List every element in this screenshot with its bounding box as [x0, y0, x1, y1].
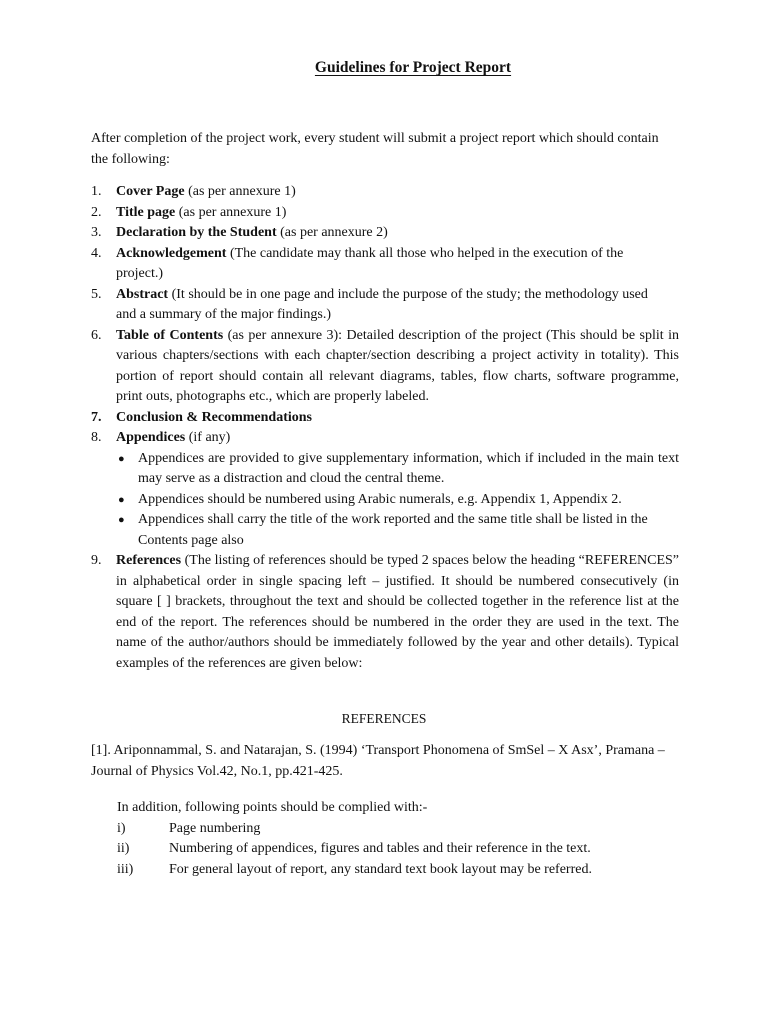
- list-item: 1. Cover Page (as per annexure 1): [91, 184, 296, 199]
- bullet-item: ● Appendices should be numbered using Arabic numerals, e.g. Appendix 1, Appendix 2.: [138, 490, 679, 511]
- contents-list: [91, 182, 679, 674]
- list-item: 4. Acknowledgement (The candidate may thank all those who helped in the execution of the project.): [91, 245, 624, 281]
- page-title: Guidelines for Project Report: [314, 59, 512, 76]
- list-item: i) Page numbering: [117, 820, 261, 836]
- list-item: ii) Numbering of appendices, figures and tables and their reference in the text.: [117, 841, 591, 856]
- bullet-item: ● Appendices are provided to give supplementary information, which if included in the main text may serve as a distraction and cloud the central theme.: [118, 450, 679, 486]
- bullet-item: ● Appendices shall carry the title of the work reported and the same title shall be listed in the Contents page also: [118, 512, 648, 548]
- list-item: 6. Table of Contents (as per annexure 3): Detailed description of the project (This should be split in various chapters/sections with each chapter/section describing a project activity in totality). This portion of report should contain all relevant diagrams, tables, flow charts, software programme, print outs, photographs etc., which are properly labeled.: [91, 327, 679, 404]
- list-item: iii) For general layout of report, any standard text book layout may be referred.: [117, 861, 592, 877]
- list-item: 8. Appendices (if any) ● Appendices are provided to give supplementary information, which if included in the main text may serve as a distraction and cloud the central theme. ● Appendices should be numbered using Arabic numerals, e.g. Appendix 1, Appendix 2. ● Appendices shall carry the title of the work reported and the same title shall be listed in the Contents page also: [91, 428, 679, 551]
- intro-paragraph: After completion of the project work, every student will submit a project report which should contain the following:: [91, 131, 659, 167]
- additional-points: [117, 798, 677, 880]
- bullet-icon: ●: [118, 493, 125, 506]
- additional-intro: In addition, following points should be complied with:-: [117, 800, 428, 815]
- list-item: 3. Declaration by the Student (as per annexure 2): [91, 225, 388, 240]
- bullet-icon: ●: [118, 452, 125, 465]
- list-item: 5. Abstract (It should be in one page and include the purpose of the study; the methodology used and a summary of the major findings.): [91, 286, 648, 322]
- appendix-bullet-list: [116, 449, 679, 552]
- references-heading: REFERENCES: [341, 711, 427, 726]
- reference-entry: [1]. Ariponnammal, S. and Natarajan, S. (1994) ‘Transport Phonomena of SmSel – X Asx’, Pramana – Journal of Physics Vol.42, No.1, pp.421-425.: [91, 743, 665, 779]
- list-item: 2. Title page (as per annexure 1): [91, 204, 287, 220]
- bullet-icon: ●: [118, 514, 125, 526]
- list-item: 7. Conclusion & Recommendations: [91, 409, 313, 425]
- list-item: 9. References (The listing of references should be typed 2 spaces below the heading “REFERENCES” in alphabetical order in single spacing left – justified. It should be numbered consecutively (in square [ ] brackets, throughout the text and should be collected together in the reference list at the end of the report. The references should be numbered in the order they are used in the text. The name of the author/authors should be immediately followed by the year and other details). Typical examples of the references are given below:: [91, 553, 679, 671]
